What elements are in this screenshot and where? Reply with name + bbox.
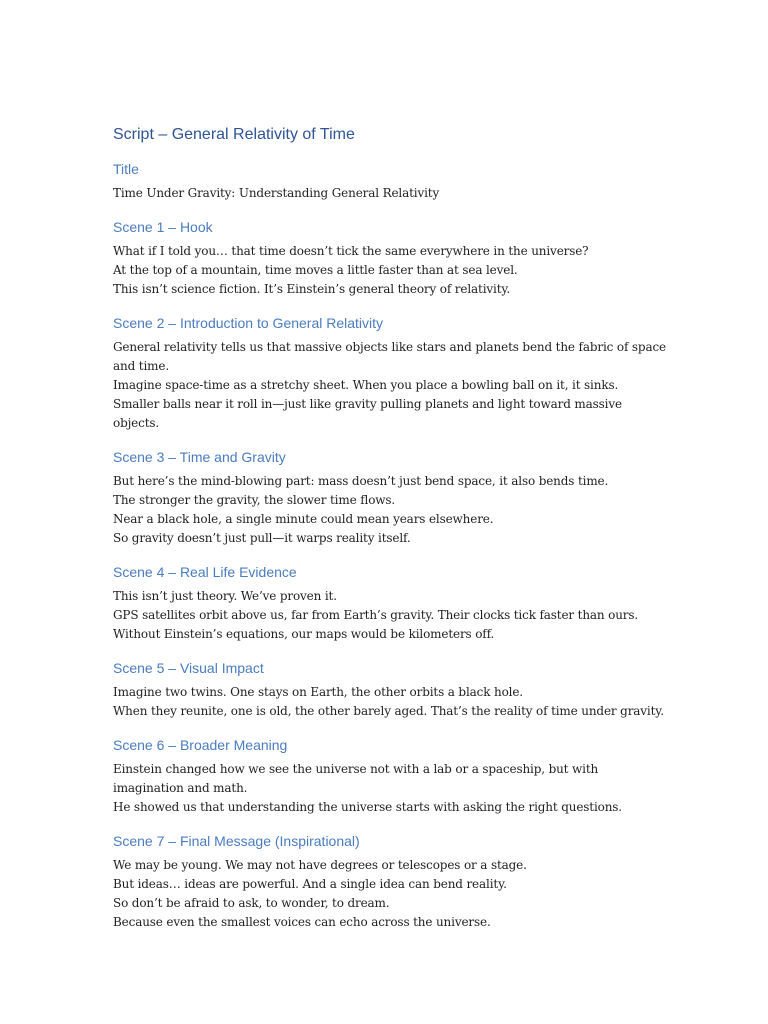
section-heading: Scene 2 – Introduction to General Relativity [113,315,384,331]
section-scene-2 [113,314,673,433]
text-line: But here’s the mind-blowing part: mass doesn’t just bend space, it also bends time. [113,474,609,488]
section-heading: Scene 6 – Broader Meaning [113,737,288,753]
section-scene-3 [113,448,673,548]
text-line: and time. [113,359,169,373]
text-line: This isn’t just theory. We’ve proven it. [113,589,337,603]
section-heading: Scene 4 – Real Life Evidence [113,564,297,580]
section-heading: Scene 1 – Hook [113,219,213,235]
text-line: But ideas… ideas are powerful. And a single idea can bend reality. [113,877,507,891]
section-scene-7 [113,832,673,932]
text-line: General relativity tells us that massive objects like stars and planets bend the fabric of space [113,340,666,354]
section-heading: Scene 5 – Visual Impact [113,660,264,676]
document-content [113,124,673,947]
text-line: What if I told you… that time doesn’t tick the same everywhere in the universe? [113,244,589,258]
section-heading: Scene 3 – Time and Gravity [113,449,286,465]
text-line: At the top of a mountain, time moves a little faster than at sea level. [113,263,518,277]
text-line: imagination and math. [113,781,248,795]
document-title: Script – General Relativity of Time [113,126,355,143]
text-line: Smaller balls near it roll in—just like gravity pulling planets and light toward massive [113,397,622,411]
text-line: The stronger the gravity, the slower time flows. [113,493,396,507]
text-line: Einstein changed how we see the universe not with a lab or a spaceship, but with [113,762,599,776]
section-scene-1 [113,218,673,299]
text-line: This isn’t science fiction. It’s Einstein’s general theory of relativity. [113,282,511,296]
section-title [113,160,673,203]
text-line: Because even the smallest voices can echo across the universe. [113,915,491,929]
text-line: Near a black hole, a single minute could mean years elsewhere. [113,512,494,526]
text-line: objects. [113,416,160,430]
text-line: So gravity doesn’t just pull—it warps reality itself. [113,531,411,545]
text-line: GPS satellites orbit above us, far from Earth’s gravity. Their clocks tick faster than ours. [113,608,639,622]
section-scene-4 [113,563,673,644]
text-line: Imagine two twins. One stays on Earth, the other orbits a black hole. [113,685,523,699]
text-line: Imagine space-time as a stretchy sheet. When you place a bowling ball on it, it sinks. [113,378,619,392]
section-scene-6 [113,736,673,817]
text-line: We may be young. We may not have degrees or telescopes or a stage. [113,858,527,872]
section-heading: Scene 7 – Final Message (Inspirational) [113,833,360,849]
section-scene-5 [113,659,673,721]
text-line: He showed us that understanding the universe starts with asking the right questions. [113,800,622,814]
section-heading: Title [113,161,139,177]
text-line: When they reunite, one is old, the other barely aged. That’s the reality of time under gravity. [113,704,664,718]
text-line: So don’t be afraid to ask, to wonder, to dream. [113,896,390,910]
text-line: Time Under Gravity: Understanding General Relativity [113,186,440,200]
text-line: Without Einstein’s equations, our maps would be kilometers off. [113,627,495,641]
